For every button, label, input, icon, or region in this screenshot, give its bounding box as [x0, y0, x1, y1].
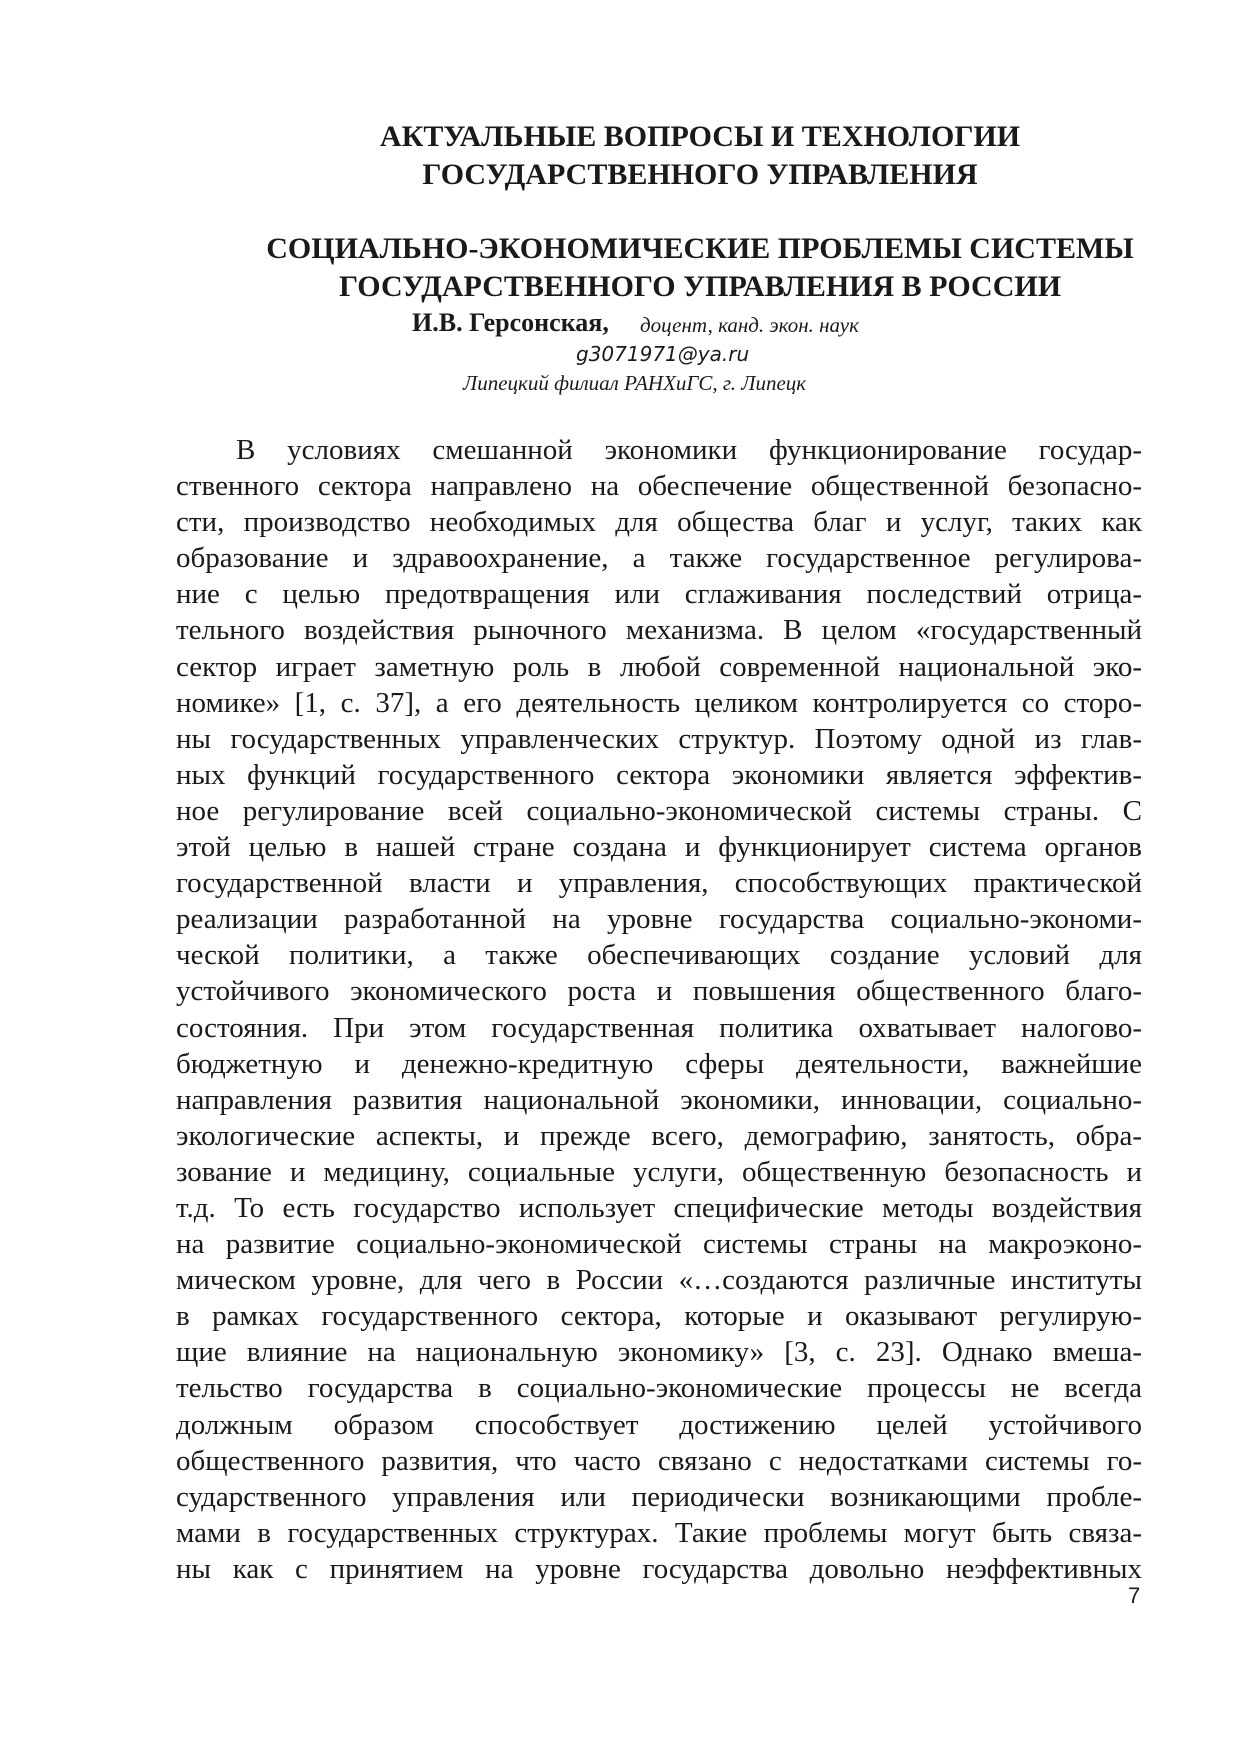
body-line: ственного сектора направлено на обеспечение общественной безопасно- — [176, 470, 1142, 503]
section-title-line: ГОСУДАРСТВЕННОГО УПРАВЛЕНИЯ — [422, 158, 978, 191]
body-line: ние с целью предотвращения или сглаживания последствий отрица- — [176, 578, 1142, 611]
body-line: ны государственных управленческих структур. Поэтому одной из глав- — [176, 722, 1142, 755]
body-line: мическом уровне, для чего в России «…создаются различные институты — [176, 1264, 1142, 1297]
body-line: номике» [1, с. 37], а его деятельность целиком контролируется со сторо- — [176, 686, 1142, 719]
body-line: ны как с принятием на уровне государства довольно неэффективных — [176, 1552, 1142, 1585]
body-line: щие влияние на национальную экономику» [3, с. 23]. Однако вмеша- — [176, 1336, 1142, 1369]
author-email: g3071971@ya.ru — [576, 342, 750, 366]
body-line: тельство государства в социально-экономические процессы не всегда — [176, 1372, 1142, 1405]
body-line: устойчивого экономического роста и повышения общественного благо- — [176, 975, 1142, 1008]
body-line: реализации разработанной на уровне государства социально-экономи- — [176, 903, 1142, 936]
body-line: должным образом способствует достижению целей устойчивого — [176, 1408, 1142, 1441]
body-line: направления развития национальной экономики, инновации, социально- — [176, 1083, 1142, 1116]
article-title — [220, 230, 1180, 306]
body-line: т.д. То есть государство использует специфические методы воздействия — [176, 1191, 1142, 1224]
author-academic-title: доцент, канд. экон. наук — [640, 313, 859, 337]
author-name: И.В. Герсонская, — [412, 308, 609, 337]
page-number: 7 — [1128, 1583, 1141, 1608]
section-title-line: АКТУАЛЬНЫЕ ВОПРОСЫ И ТЕХНОЛОГИИ — [379, 120, 1021, 153]
article-body — [176, 432, 1142, 1587]
body-line: сти, производство необходимых для общества благ и услуг, таких как — [176, 506, 1142, 539]
article-title-line: ГОСУДАРСТВЕННОГО УПРАВЛЕНИЯ В РОССИИ — [338, 270, 1062, 303]
body-line: В условиях смешанной экономики функционирование государ- — [236, 434, 1142, 466]
author-affiliation: Липецкий филиал РАНХиГС, г. Липецк — [463, 371, 807, 395]
body-line: тельного воздействия рыночного механизма. В целом «государственный — [176, 614, 1142, 647]
body-line: этой целью в нашей стране создана и функционирует система органов — [176, 831, 1142, 864]
author-line — [0, 308, 1241, 338]
article-title-line: СОЦИАЛЬНО-ЭКОНОМИЧЕСКИЕ ПРОБЛЕМЫ СИСТЕМЫ — [266, 232, 1134, 265]
body-line: бюджетную и денежно-кредитную сферы деятельности, важнейшие — [176, 1047, 1142, 1080]
body-line: на развитие социально-экономической системы страны на макроэконо- — [176, 1228, 1142, 1261]
body-line: сударственного управления или периодически возникающими пробле- — [176, 1480, 1142, 1513]
body-line: образование и здравоохранение, а также государственное регулирова- — [176, 542, 1142, 575]
body-line: ных функций государственного сектора экономики является эффектив- — [176, 758, 1142, 791]
body-line: мами в государственных структурах. Такие проблемы могут быть связа- — [176, 1516, 1142, 1549]
body-line: государственной власти и управления, способствующих практической — [176, 867, 1142, 900]
body-line: общественного развития, что часто связано с недостатками системы го- — [176, 1444, 1142, 1477]
body-line: экологические аспекты, и прежде всего, демографию, занятость, обра- — [176, 1119, 1142, 1152]
body-line: сектор играет заметную роль в любой современной национальной эко- — [176, 650, 1142, 683]
section-title — [250, 118, 1150, 194]
body-line: ное регулирование всей социально-экономической системы страны. С — [176, 794, 1142, 827]
body-line: состояния. При этом государственная политика охватывает налогово- — [176, 1011, 1142, 1044]
body-line: ческой политики, а также обеспечивающих создание условий для — [176, 939, 1142, 972]
body-line: в рамках государственного сектора, которые и оказывают регулирую- — [176, 1300, 1142, 1333]
body-line: зование и медицину, социальные услуги, общественную безопасность и — [176, 1155, 1142, 1188]
